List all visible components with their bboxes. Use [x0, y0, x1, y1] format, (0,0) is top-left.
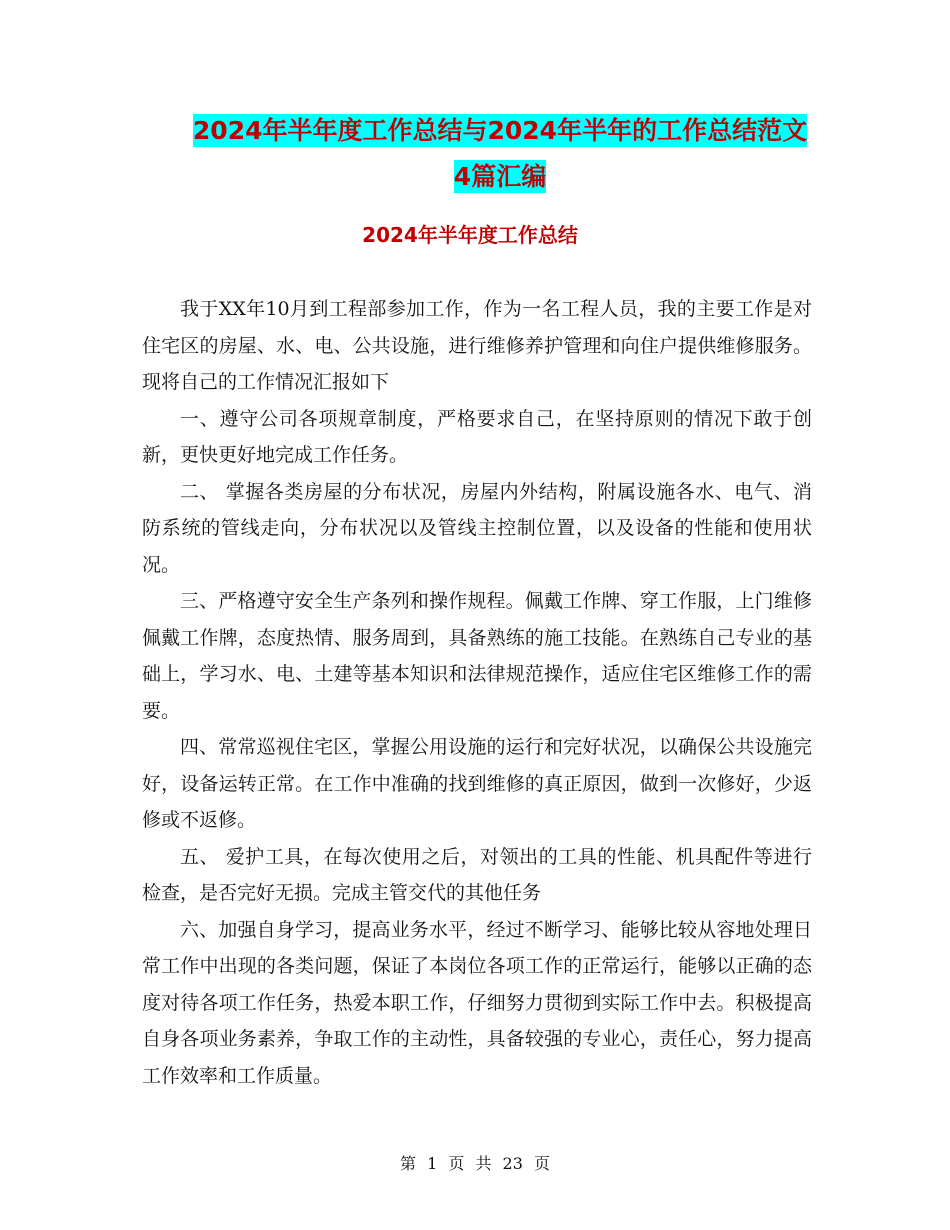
- page-number-footer: 第 1 页 共 23 页: [400, 1154, 550, 1173]
- document-title-line-1: 2024年半年度工作总结与2024年半年的工作总结范文: [192, 116, 808, 145]
- paragraph-item-5: 五、 爱护工具，在每次使用之后，对领出的工具的性能、机具配件等进行检查，是否完好无损。完成主管交代的其他任务: [142, 845, 812, 904]
- document-title-line-2: 4篇汇编: [453, 162, 547, 191]
- paragraph-item-6: 六、加强自身学习，提高业务水平，经过不断学习、能够比较从容地处理日常工作中出现的各类问题，保证了本岗位各项工作的正常运行，能够以正确的态度对待各项工作任务，热爱本职工作，仔细努力贯彻到实际工作中去。积极提高自身各项业务素养，争取工作的主动性，具备较强的专业心，责任心，努力提高工作效率和工作质量。: [142, 918, 812, 1087]
- paragraph-intro: 我于XX年10月到工程部参加工作，作为一名工程人员，我的主要工作是对住宅区的房屋、水、电、公共设施，进行维修养护管理和向住户提供维修服务。现将自己的工作情况汇报如下: [142, 298, 812, 393]
- document-body: [142, 291, 812, 1094]
- paragraph-item-4: 四、常常巡视住宅区，掌握公用设施的运行和完好状况，以确保公共设施完好，设备运转正常。在工作中准确的找到维修的真正原因，做到一次修好，少返修或不返修。: [142, 736, 812, 831]
- section-title: 2024年半年度工作总结: [362, 223, 578, 247]
- document-title: [140, 108, 860, 200]
- paragraph-item-3: 三、严格遵守安全生产条列和操作规程。佩戴工作牌、穿工作服，上门维修佩戴工作牌，态度热情、服务周到，具备熟练的施工技能。在熟练自己专业的基础上，学习水、电、土建等基本知识和法律规范操作，适应住宅区维修工作的需要。: [142, 590, 812, 722]
- paragraph-item-1: 一、遵守公司各项规章制度，严格要求自己，在坚持原则的情况下敢于创新，更快更好地完成工作任务。: [142, 407, 812, 466]
- paragraph-item-2: 二、 掌握各类房屋的分布状况，房屋内外结构，附属设施各水、电气、消防系统的管线走向，分布状况以及管线主控制位置，以及设备的性能和使用状况。: [142, 480, 812, 576]
